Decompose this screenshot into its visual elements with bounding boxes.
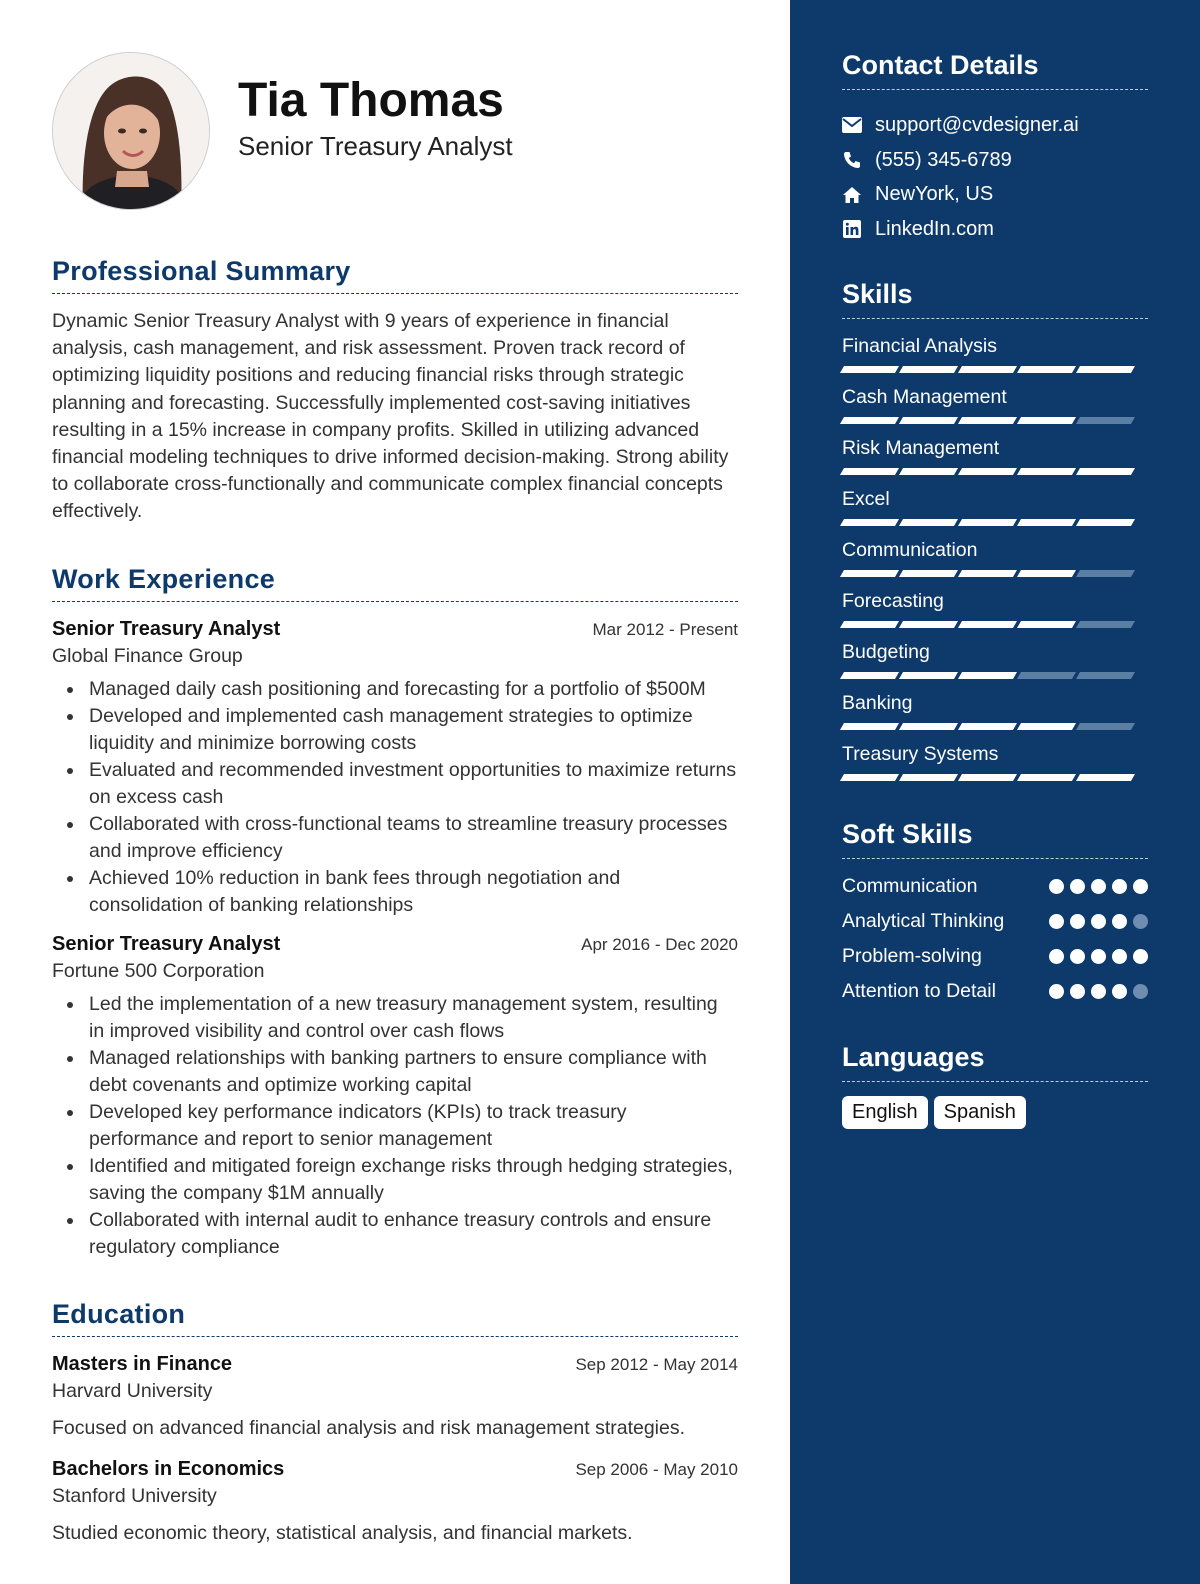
rating-dot-filled (1112, 879, 1127, 894)
rating-dot-filled (1091, 984, 1106, 999)
skill-segment-filled (840, 570, 899, 577)
skill-item (842, 692, 1148, 730)
skill-name: Excel (842, 487, 890, 510)
skill-level-bar (842, 366, 1148, 373)
degree-name: Bachelors in Economics (52, 1457, 285, 1480)
skill-level-bar (842, 519, 1148, 526)
skill-name: Budgeting (842, 640, 930, 663)
language-tag: Spanish (934, 1096, 1026, 1129)
skill-name: Risk Management (842, 436, 1000, 459)
job-bullet: Collaborated with cross-functional teams to streamline treasury processes and improve efficiency (52, 811, 738, 865)
job-entry (52, 933, 738, 1261)
education-entry (52, 1458, 738, 1545)
soft-skill-name: Communication (842, 874, 978, 897)
skill-name: Communication (842, 538, 978, 561)
skill-segment-filled (1017, 774, 1076, 781)
skill-level-bar (842, 774, 1148, 781)
work-section (52, 564, 738, 1261)
education-header (52, 1458, 738, 1481)
skill-level-bar (842, 417, 1148, 424)
summary-text: Dynamic Senior Treasury Analyst with 9 years of experience in financial analysis, cash management, and risk assessment. Proven track record of optimizing liquidity positions and reducing financial risks through strategic planning and forecasting. Successfully implemented cost-saving initiatives resulting in a 15% increase in company profits. Skilled in utilizing advanced financial modeling techniques to drive informed decision-making. Strong ability to collaborate cross-functionally and communicate complex financial concepts effectively. (52, 310, 729, 523)
envelope-icon (842, 115, 862, 135)
rating-dot-filled (1112, 914, 1127, 929)
skill-segment-filled (840, 519, 899, 526)
job-bullet: Developed key performance indicators (KPIs) to track treasury performance and report to senior management (52, 1099, 738, 1153)
rating-dot-filled (1091, 949, 1106, 964)
skill-level-bar (842, 672, 1148, 679)
rating-dot-filled (1049, 984, 1064, 999)
profile-photo (52, 52, 210, 210)
skill-segment-filled (899, 672, 958, 679)
sidebar (790, 0, 1200, 1584)
soft-skill-name: Analytical Thinking (842, 909, 1005, 932)
rating-dot-filled (1133, 879, 1148, 894)
soft-skill-rating (1043, 914, 1148, 929)
skill-segment-filled (958, 519, 1017, 526)
skill-item (842, 539, 1148, 577)
rating-dot-filled (1049, 949, 1064, 964)
skill-segment-filled (840, 417, 899, 424)
job-company: Fortune 500 Corporation (52, 959, 265, 982)
languages-heading: Languages (842, 1042, 1148, 1082)
job-bullet: Collaborated with internal audit to enhance treasury controls and ensure regulatory compliance (52, 1207, 738, 1261)
job-title: Senior Treasury Analyst (52, 617, 281, 640)
rating-dot-filled (1112, 949, 1127, 964)
candidate-name: Tia Thomas (238, 73, 504, 127)
skill-segment-filled (899, 468, 958, 475)
school-name: Stanford University (52, 1484, 217, 1507)
rating-dot-filled (1133, 949, 1148, 964)
contact-text: NewYork, US (875, 183, 994, 206)
contact-item (842, 177, 1148, 212)
summary-section (52, 256, 738, 526)
skill-segment-filled (958, 774, 1017, 781)
skill-segment-filled (1076, 366, 1135, 373)
skill-item (842, 437, 1148, 475)
soft-skill-item (842, 908, 1148, 934)
soft-skill-list (842, 873, 1148, 1004)
job-date: Mar 2012 - Present (592, 619, 738, 639)
skill-segment-filled (899, 417, 958, 424)
skills-heading: Skills (842, 279, 1148, 319)
language-tag: English (842, 1096, 928, 1129)
skill-name: Treasury Systems (842, 742, 999, 765)
skill-level-bar (842, 468, 1148, 475)
job-bullet: Managed relationships with banking partners to ensure compliance with debt covenants and optimize working capital (52, 1045, 738, 1099)
skill-level-bar (842, 570, 1148, 577)
skill-segment-filled (1017, 366, 1076, 373)
rating-dot-empty (1133, 914, 1148, 929)
rating-dot-filled (1070, 949, 1085, 964)
contact-text: support@cvdesigner.ai (875, 113, 1079, 136)
skill-list (842, 335, 1148, 781)
rating-dot-filled (1091, 879, 1106, 894)
skill-segment-filled (840, 468, 899, 475)
soft-skill-name: Attention to Detail (842, 979, 996, 1002)
education-description: Studied economic theory, statistical analysis, and financial markets. (52, 1521, 633, 1544)
phone-icon (842, 150, 862, 170)
skill-segment-filled (1017, 468, 1076, 475)
skill-segment-filled (958, 621, 1017, 628)
job-bullet: Led the implementation of a new treasury management system, resulting in improved visibility and control over cash flows (52, 991, 738, 1045)
job-bullet: Identified and mitigated foreign exchange risks through hedging strategies, saving the company $1M annually (52, 1153, 738, 1207)
skill-segment-filled (1076, 468, 1135, 475)
skill-item (842, 386, 1148, 424)
skill-name: Banking (842, 691, 913, 714)
contact-item (842, 108, 1148, 143)
job-bullet: Achieved 10% reduction in bank fees through negotiation and consolidation of banking relationships (52, 865, 738, 919)
skill-segment-filled (958, 723, 1017, 730)
skill-segment-empty (1017, 672, 1076, 679)
soft-skill-item (842, 873, 1148, 899)
rating-dot-filled (1070, 879, 1085, 894)
contact-heading: Contact Details (842, 50, 1148, 90)
soft-skill-item (842, 978, 1148, 1004)
job-date: Apr 2016 - Dec 2020 (581, 934, 738, 954)
education-section (52, 1299, 738, 1545)
skill-name: Cash Management (842, 385, 1007, 408)
skill-segment-filled (840, 366, 899, 373)
language-list (842, 1096, 1148, 1129)
job-company: Global Finance Group (52, 644, 243, 667)
skill-item (842, 335, 1148, 373)
skill-segment-filled (958, 366, 1017, 373)
skill-segment-filled (899, 570, 958, 577)
contact-text: (555) 345-6789 (875, 148, 1012, 171)
skill-segment-filled (840, 723, 899, 730)
job-entry (52, 618, 738, 919)
education-entry (52, 1353, 738, 1440)
candidate-title: Senior Treasury Analyst (238, 130, 513, 161)
home-icon (842, 185, 862, 205)
rating-dot-filled (1049, 914, 1064, 929)
skill-segment-filled (899, 621, 958, 628)
education-date: Sep 2006 - May 2010 (575, 1459, 738, 1479)
skill-segment-empty (1076, 417, 1135, 424)
skill-segment-empty (1076, 621, 1135, 628)
skill-segment-filled (840, 621, 899, 628)
soft-skill-rating (1043, 984, 1148, 999)
soft-skills-section (842, 819, 1148, 1004)
rating-dot-filled (1049, 879, 1064, 894)
contact-item (842, 212, 1148, 247)
rating-dot-empty (1133, 984, 1148, 999)
rating-dot-filled (1070, 914, 1085, 929)
skill-segment-filled (899, 366, 958, 373)
rating-dot-filled (1091, 914, 1106, 929)
skill-segment-filled (1017, 621, 1076, 628)
skill-segment-filled (899, 774, 958, 781)
skill-segment-filled (958, 570, 1017, 577)
skill-item (842, 488, 1148, 526)
job-bullets (52, 991, 738, 1261)
school-name: Harvard University (52, 1379, 213, 1402)
skill-item (842, 743, 1148, 781)
linkedin-icon (842, 219, 862, 239)
job-bullets (52, 676, 738, 919)
contact-section (842, 50, 1148, 247)
skill-segment-filled (1017, 417, 1076, 424)
contact-text: LinkedIn.com (875, 217, 994, 240)
skill-segment-empty (1076, 723, 1135, 730)
skill-item (842, 641, 1148, 679)
languages-section (842, 1042, 1148, 1129)
job-bullet: Evaluated and recommended investment opportunities to maximize returns on excess cash (52, 757, 738, 811)
work-heading: Work Experience (52, 564, 738, 602)
skill-segment-filled (958, 417, 1017, 424)
contact-item (842, 143, 1148, 178)
skill-segment-filled (840, 672, 899, 679)
job-bullet: Developed and implemented cash management strategies to optimize liquidity and minimize borrowing costs (52, 703, 738, 757)
skill-segment-empty (1076, 672, 1135, 679)
degree-name: Masters in Finance (52, 1352, 233, 1375)
skill-segment-empty (1076, 570, 1135, 577)
soft-skill-item (842, 943, 1148, 969)
skill-segment-filled (899, 723, 958, 730)
rating-dot-filled (1112, 984, 1127, 999)
education-date: Sep 2012 - May 2014 (575, 1354, 738, 1374)
skill-item (842, 590, 1148, 628)
job-bullet: Managed daily cash positioning and forecasting for a portfolio of $500M (52, 676, 738, 703)
skill-segment-filled (1076, 519, 1135, 526)
skill-segment-filled (958, 672, 1017, 679)
name-block (238, 73, 513, 162)
soft-skill-name: Problem-solving (842, 944, 982, 967)
skill-level-bar (842, 621, 1148, 628)
job-title: Senior Treasury Analyst (52, 932, 281, 955)
job-list (52, 618, 738, 1261)
skill-level-bar (842, 723, 1148, 730)
soft-skills-heading: Soft Skills (842, 819, 1148, 859)
skill-segment-filled (958, 468, 1017, 475)
skill-segment-filled (1017, 570, 1076, 577)
skill-segment-filled (899, 519, 958, 526)
education-header (52, 1353, 738, 1376)
skill-name: Financial Analysis (842, 334, 997, 357)
resume-header (52, 52, 738, 210)
skill-segment-filled (1076, 774, 1135, 781)
soft-skill-rating (1043, 949, 1148, 964)
job-header (52, 618, 738, 641)
education-list (52, 1353, 738, 1545)
skill-name: Forecasting (842, 589, 944, 612)
education-description: Focused on advanced financial analysis and risk management strategies. (52, 1416, 686, 1439)
rating-dot-filled (1070, 984, 1085, 999)
skills-section (842, 279, 1148, 781)
portrait-illustration (53, 53, 210, 210)
soft-skill-rating (1043, 879, 1148, 894)
education-heading: Education (52, 1299, 738, 1337)
skill-segment-filled (1017, 723, 1076, 730)
contact-list (842, 108, 1148, 247)
job-header (52, 933, 738, 956)
skill-segment-filled (1017, 519, 1076, 526)
summary-heading: Professional Summary (52, 256, 738, 294)
skill-segment-filled (840, 774, 899, 781)
